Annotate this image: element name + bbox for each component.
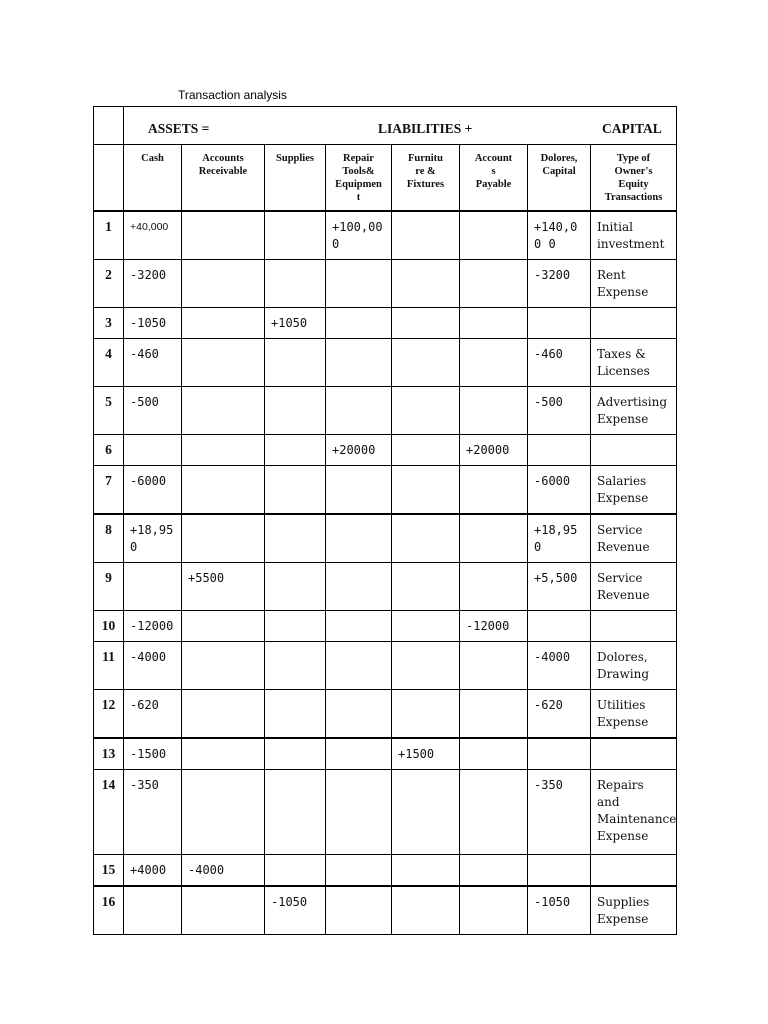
amount-cell	[265, 387, 326, 435]
amount-cell	[265, 738, 326, 770]
amount-cell	[392, 514, 460, 563]
amount-cell	[460, 770, 528, 855]
transaction-number: 11	[94, 642, 124, 690]
amount-cell: +20000	[460, 435, 528, 466]
amount-cell	[460, 563, 528, 611]
equity-type-cell: Rent Expense	[591, 260, 677, 308]
transaction-number: 6	[94, 435, 124, 466]
column-header-label: Supplies	[276, 153, 314, 164]
amount-cell	[392, 855, 460, 887]
amount-cell	[528, 611, 591, 642]
equity-type-cell: Salaries Expense	[591, 466, 677, 515]
table-row	[94, 563, 677, 611]
amount-cell	[460, 260, 528, 308]
amount-cell: -1050	[124, 308, 182, 339]
equity-type-cell: Dolores, Drawing	[591, 642, 677, 690]
amount-cell	[326, 738, 392, 770]
equation-row	[94, 107, 677, 145]
table-row	[94, 466, 677, 515]
amount-cell	[326, 770, 392, 855]
amount-cell	[392, 211, 460, 260]
column-header	[265, 145, 326, 212]
table-row	[94, 387, 677, 435]
amount-cell: +18,950	[528, 514, 591, 563]
amount-cell	[182, 211, 265, 260]
amount-cell: +20000	[326, 435, 392, 466]
table-row	[94, 211, 677, 260]
amount-cell	[460, 886, 528, 935]
column-header	[182, 145, 265, 212]
amount-cell	[326, 611, 392, 642]
amount-cell	[265, 260, 326, 308]
table-row	[94, 611, 677, 642]
amount-cell	[392, 563, 460, 611]
column-header	[392, 145, 460, 212]
amount-cell	[124, 435, 182, 466]
column-header	[124, 145, 182, 212]
amount-cell	[265, 339, 326, 387]
amount-cell: -3200	[124, 260, 182, 308]
amount-cell	[265, 435, 326, 466]
amount-cell	[182, 435, 265, 466]
amount-cell: -6000	[124, 466, 182, 515]
column-header	[528, 145, 591, 212]
amount-cell	[182, 690, 265, 739]
transaction-number: 2	[94, 260, 124, 308]
amount-cell	[265, 466, 326, 515]
transaction-number: 12	[94, 690, 124, 739]
amount-cell	[326, 886, 392, 935]
amount-cell	[182, 339, 265, 387]
column-header-label: Account s Payable	[474, 153, 513, 190]
amount-cell: -620	[528, 690, 591, 739]
table-row	[94, 738, 677, 770]
amount-cell	[326, 690, 392, 739]
amount-cell	[265, 770, 326, 855]
amount-cell	[460, 690, 528, 739]
amount-cell	[182, 514, 265, 563]
liabilities-heading: LIABILITIES +	[378, 121, 473, 136]
table-row	[94, 770, 677, 855]
equity-type-cell	[591, 435, 677, 466]
amount-cell	[265, 563, 326, 611]
equity-type-cell	[591, 855, 677, 887]
amount-cell: +5500	[182, 563, 265, 611]
amount-cell: -1050	[528, 886, 591, 935]
column-header-row	[94, 145, 677, 212]
amount-cell	[182, 308, 265, 339]
table-row	[94, 339, 677, 387]
amount-cell	[460, 308, 528, 339]
amount-cell: -460	[124, 339, 182, 387]
table-row	[94, 308, 677, 339]
amount-cell	[182, 611, 265, 642]
amount-cell: +40,000	[124, 211, 182, 260]
amount-cell	[182, 886, 265, 935]
amount-cell	[528, 855, 591, 887]
transaction-number: 4	[94, 339, 124, 387]
amount-cell	[392, 260, 460, 308]
amount-cell	[326, 339, 392, 387]
amount-cell	[460, 642, 528, 690]
amount-cell	[326, 387, 392, 435]
amount-cell	[392, 770, 460, 855]
table-row	[94, 435, 677, 466]
equity-type-cell: Utilities Expense	[591, 690, 677, 739]
transaction-number: 13	[94, 738, 124, 770]
transaction-number: 10	[94, 611, 124, 642]
equity-type-cell: Taxes & Licenses	[591, 339, 677, 387]
amount-cell: -12000	[124, 611, 182, 642]
amount-cell	[460, 855, 528, 887]
capital-heading: CAPITAL	[602, 121, 662, 136]
amount-cell: -4000	[182, 855, 265, 887]
amount-cell	[392, 339, 460, 387]
amount-cell	[265, 855, 326, 887]
column-header-label: Dolores, Capital	[540, 153, 578, 177]
amount-cell	[392, 435, 460, 466]
equity-type-cell	[591, 308, 677, 339]
amount-cell	[392, 690, 460, 739]
column-header-label: Repair Tools& Equipmen t	[335, 153, 382, 203]
amount-cell	[326, 563, 392, 611]
amount-cell	[460, 738, 528, 770]
amount-cell: -3200	[528, 260, 591, 308]
amount-cell	[460, 211, 528, 260]
transaction-number: 9	[94, 563, 124, 611]
equity-type-cell: Repairs and Maintenance Expense	[591, 770, 677, 855]
transaction-number: 16	[94, 886, 124, 935]
amount-cell	[326, 466, 392, 515]
amount-cell	[182, 738, 265, 770]
amount-cell: -12000	[460, 611, 528, 642]
column-header-label: Cash	[141, 153, 164, 164]
transaction-number: 8	[94, 514, 124, 563]
amount-cell	[528, 308, 591, 339]
amount-cell	[460, 387, 528, 435]
amount-cell: +140,00 0	[528, 211, 591, 260]
equity-type-cell: Supplies Expense	[591, 886, 677, 935]
table-row	[94, 690, 677, 739]
amount-cell: -4000	[124, 642, 182, 690]
amount-cell: +100,00 0	[326, 211, 392, 260]
amount-cell	[528, 738, 591, 770]
amount-cell: +4000	[124, 855, 182, 887]
amount-cell	[124, 563, 182, 611]
amount-cell	[460, 339, 528, 387]
amount-cell: -500	[124, 387, 182, 435]
column-header	[591, 145, 677, 212]
amount-cell: -6000	[528, 466, 591, 515]
amount-cell: -1500	[124, 738, 182, 770]
assets-heading: ASSETS =	[148, 121, 210, 136]
transaction-table	[93, 106, 677, 935]
table-row	[94, 642, 677, 690]
amount-cell	[182, 387, 265, 435]
amount-cell	[265, 611, 326, 642]
column-header-label: Accounts Receivable	[198, 153, 248, 177]
table-row	[94, 855, 677, 887]
amount-cell	[326, 855, 392, 887]
amount-cell: -1050	[265, 886, 326, 935]
amount-cell	[392, 642, 460, 690]
transaction-number: 3	[94, 308, 124, 339]
transaction-number: 7	[94, 466, 124, 515]
amount-cell	[182, 770, 265, 855]
equity-type-cell	[591, 611, 677, 642]
amount-cell: +18,95 0	[124, 514, 182, 563]
amount-cell: -460	[528, 339, 591, 387]
amount-cell	[460, 466, 528, 515]
transaction-number: 14	[94, 770, 124, 855]
amount-cell	[182, 466, 265, 515]
amount-cell	[265, 642, 326, 690]
transaction-number: 5	[94, 387, 124, 435]
amount-cell	[182, 260, 265, 308]
amount-cell	[392, 387, 460, 435]
equity-type-cell: Advertising Expense	[591, 387, 677, 435]
amount-cell: -620	[124, 690, 182, 739]
amount-cell	[528, 435, 591, 466]
amount-cell	[265, 211, 326, 260]
table-row	[94, 886, 677, 935]
amount-cell	[265, 514, 326, 563]
equity-type-cell	[591, 738, 677, 770]
amount-cell: -350	[124, 770, 182, 855]
amount-cell: +1050	[265, 308, 326, 339]
column-header	[326, 145, 392, 212]
amount-cell	[392, 611, 460, 642]
column-header-label: Furnitu re & Fixtures	[406, 153, 445, 190]
amount-cell	[182, 642, 265, 690]
amount-cell	[265, 690, 326, 739]
amount-cell: +5,500	[528, 563, 591, 611]
amount-cell	[392, 466, 460, 515]
amount-cell	[124, 886, 182, 935]
amount-cell	[392, 886, 460, 935]
amount-cell: -500	[528, 387, 591, 435]
table-row	[94, 260, 677, 308]
amount-cell	[460, 514, 528, 563]
amount-cell: -350	[528, 770, 591, 855]
amount-cell	[326, 642, 392, 690]
amount-cell	[392, 308, 460, 339]
amount-cell: -4000	[528, 642, 591, 690]
page-caption: Transaction analysis	[178, 88, 287, 102]
amount-cell	[326, 514, 392, 563]
column-header	[460, 145, 528, 212]
amount-cell: +1500	[392, 738, 460, 770]
equity-type-cell: Service Revenue	[591, 514, 677, 563]
transaction-number: 1	[94, 211, 124, 260]
equity-type-cell: Service Revenue	[591, 563, 677, 611]
transaction-number: 15	[94, 855, 124, 887]
table-row	[94, 514, 677, 563]
amount-cell	[326, 308, 392, 339]
column-header-label: Type of Owner's Equity Transactions	[604, 153, 663, 203]
amount-cell	[326, 260, 392, 308]
equity-type-cell: Initial investment	[591, 211, 677, 260]
